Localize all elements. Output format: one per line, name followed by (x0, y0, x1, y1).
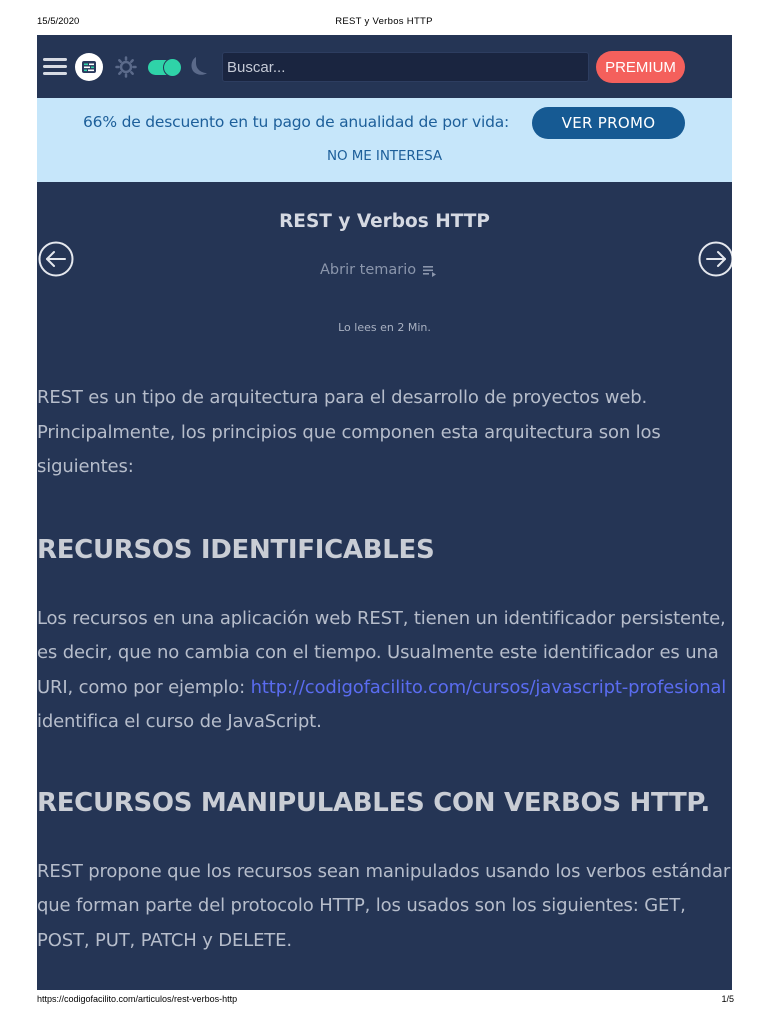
moon-icon[interactable] (187, 55, 209, 79)
intro-paragraph: REST es un tipo de arquitectura para el desarrollo de proyectos web. Principalmente, los principios que componen esta arquitectura son los siguientes: (37, 387, 661, 477)
site-logo-icon[interactable] (75, 53, 103, 81)
hamburger-menu-icon[interactable] (43, 58, 67, 75)
print-title: REST y Verbos HTTP (335, 16, 433, 27)
playlist-icon (422, 263, 438, 277)
article-content (37, 381, 732, 958)
toggle-knob (164, 59, 181, 76)
print-header (0, 16, 768, 30)
toc-label: Abrir temario (320, 262, 417, 278)
dismiss-promo-link[interactable]: NO ME INTERESA (327, 148, 442, 164)
print-footer (0, 994, 768, 1008)
section-heading: RECURSOS MANIPULABLES CON VERBOS HTTP. (37, 787, 710, 818)
print-url: https://codigofacilito.com/articulos/rest-verbos-http (37, 994, 238, 1004)
page-frame (37, 35, 732, 990)
section-heading: RECURSOS IDENTIFICABLES (37, 534, 435, 565)
theme-toggle[interactable] (148, 60, 181, 75)
promo-text: 66% de descuento en tu pago de anualidad de por vida: (83, 113, 510, 131)
previous-arrow-icon[interactable] (38, 241, 74, 277)
search-input[interactable] (222, 52, 589, 82)
section-paragraph: REST propone que los recursos sean manipulados usando los verbos estándar que forman parte del protocolo HTTP, los usados son los siguientes: GET, POST, PUT, PATCH y DELETE. (37, 860, 731, 951)
promo-banner (37, 98, 732, 182)
read-time: Lo lees en 2 Min. (338, 321, 431, 334)
open-toc-button[interactable] (320, 262, 438, 278)
ver-promo-button[interactable]: VER PROMO (532, 107, 685, 139)
print-page-number: 1/5 (721, 994, 734, 1004)
section-text-after-link: identifica el curso de JavaScript. (37, 711, 322, 732)
section-text: Los recursos en una aplicación web REST, tienen un identificador persistente, es decir, que no cambia con el tiempo. Usualmente este identificador es una URI, como por ejemplo: (37, 607, 726, 698)
article-title: REST y Verbos HTTP (279, 211, 490, 232)
next-arrow-icon[interactable] (698, 241, 732, 277)
print-date: 15/5/2020 (37, 16, 80, 27)
navbar (37, 35, 732, 98)
course-link[interactable]: http://codigofacilito.com/cursos/javascript-profesional (250, 676, 727, 698)
section-paragraph (37, 602, 732, 740)
sun-icon[interactable] (115, 56, 137, 78)
premium-button[interactable]: PREMIUM (596, 51, 685, 83)
